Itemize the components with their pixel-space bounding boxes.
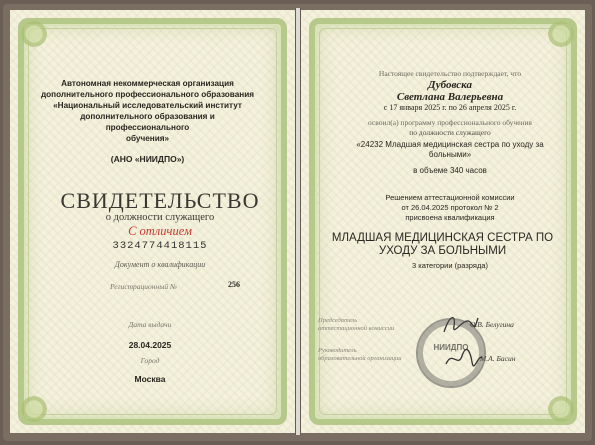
chair-name: О.В. Белугина — [470, 320, 514, 329]
document-type: Документ о квалификации — [114, 260, 206, 269]
serial-number: 332477441811​5 — [112, 240, 208, 252]
honors-mark: С отличием — [128, 224, 192, 238]
head-signature-icon — [444, 346, 484, 372]
program-line: освоил(а) программу профессионального обучения — [367, 118, 532, 127]
head-label: Руководитель образовательной организации — [318, 347, 402, 362]
head-name: М.А. Басин — [480, 354, 516, 363]
issue-date-label: Дата выдачи — [128, 320, 172, 329]
holder-name — [330, 79, 570, 103]
certificate-intro: Настоящее свидетельство подтверждает, что — [378, 69, 522, 78]
position-line: по должности служащего — [409, 128, 491, 137]
stamp-label: НИИДПО — [433, 343, 469, 352]
registration-label: Регистрационный № — [110, 282, 178, 291]
corner-ornament — [541, 14, 581, 54]
holder-surname: Дубовска — [428, 79, 472, 91]
registration-number: 256 — [228, 280, 240, 289]
city: Москва — [134, 374, 166, 384]
issue-date: 28.04.2025 — [128, 340, 172, 350]
course-name: «24232 Младшая медицинская сестра по уходу за больными» — [356, 140, 544, 159]
organization-abbreviation: (АНО «НИИДПО») — [110, 154, 185, 164]
commission-decision: Решением аттестационной комиссии от 26.04.2025 протокол № 2 присвоена квалификация — [385, 193, 515, 222]
holder-given-names: Светлана Валерьевна — [396, 91, 504, 103]
course-hours: в объеме 340 часов — [413, 166, 487, 175]
document-title: СВИДЕТЕЛЬСТВО — [60, 188, 260, 213]
document-subtitle: о должности служащего — [105, 212, 215, 223]
corner-ornament — [541, 389, 581, 429]
chair-label: Председатель аттестационной комиссии — [318, 317, 395, 332]
organization-name: Автономная некоммерческая организация дополнительного профессионального образования «Национальный исследовательский институт дополнительного образования и профессионального обучения» — [40, 79, 255, 143]
corner-ornament — [14, 14, 54, 54]
city-label: Город — [140, 356, 160, 365]
training-dates: с 17 января 2025 г. по 26 апреля 2025 г. — [383, 103, 517, 112]
corner-ornament — [14, 389, 54, 429]
qualification-category: 3 категории (разряда) — [412, 261, 488, 270]
qualification-title: МЛАДШАЯ МЕДИЦИНСКАЯ СЕСТРА ПО УХОДУ ЗА БОЛЬНЫМИ — [331, 232, 554, 257]
bookmark-ribbon — [296, 8, 300, 435]
